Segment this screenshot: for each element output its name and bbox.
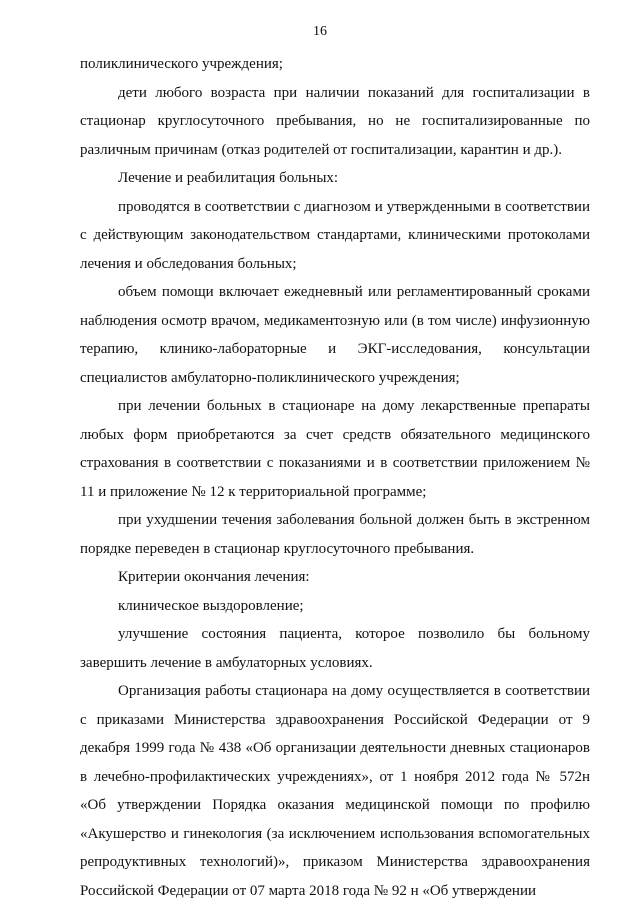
paragraph-transfer: при ухудшении течения заболевания больной должен быть в экстренном порядке переведен в стационар круглосуточного пребывания. bbox=[80, 512, 590, 557]
paragraph-medications: при лечении больных в стационаре на дому лекарственные препараты любых форм приобретаются за счет средств обязательного медицинского страхования в соответствии с показаниями и в соответствии приложением № 11 и приложение № 12 к территориальной программе; bbox=[80, 398, 590, 500]
paragraph-children-criteria: дети любого возраста при наличии показаний для госпитализации в стационар круглосуточного пребывания, но не госпитализированные по различным причинам (отказ родителей от госпитализации, карантин и др.). bbox=[80, 84, 590, 158]
paragraph-continuation: поликлинического учреждения; bbox=[80, 56, 283, 72]
paragraph-scope-of-care: объем помощи включает ежедневный или регламентированный сроками наблюдения осмотр врачом, медикаментозную или (в том числе) инфузионную терапию, клинико-лабораторные и ЭКГ-исследования, консультации специалистов амбулаторно-поликлинического учреждения; bbox=[80, 284, 590, 386]
paragraph-improvement: улучшение состояния пациента, которое позволило бы больному завершить лечение в амбулаторных условиях. bbox=[80, 626, 590, 671]
page-number: 16 bbox=[313, 24, 327, 39]
document-body bbox=[80, 50, 590, 905]
paragraph-treatment-heading: Лечение и реабилитация больных: bbox=[118, 170, 339, 186]
paragraph-treatment-standards: проводятся в соответствии с диагнозом и утвержденными в соответствии с действующим законодательством стандартами, клиническими протоколами лечения и обследования больных; bbox=[80, 198, 590, 272]
paragraph-organization: Организация работы стационара на дому осуществляется в соответствии с приказами Министерства здравоохранения Российской Федерации от 9 декабря 1999 года № 438 «Об организации деятельности дневных стационаров в лечебно-профилактических учреждениях», от 1 ноября 2012 года № 572н «Об утверждении Порядка оказания медицинской помощи по профилю «Акушерство и гинекология (за исключением использования вспомогательных репродуктивных технологий)», приказом Министерства здравоохранения Российской Федерации от 07 марта 2018 года № 92 н «Об утверждении bbox=[80, 683, 590, 899]
paragraph-recovery: клиническое выздоровление; bbox=[118, 597, 304, 614]
paragraph-end-criteria-heading: Критерии окончания лечения: bbox=[118, 569, 310, 585]
